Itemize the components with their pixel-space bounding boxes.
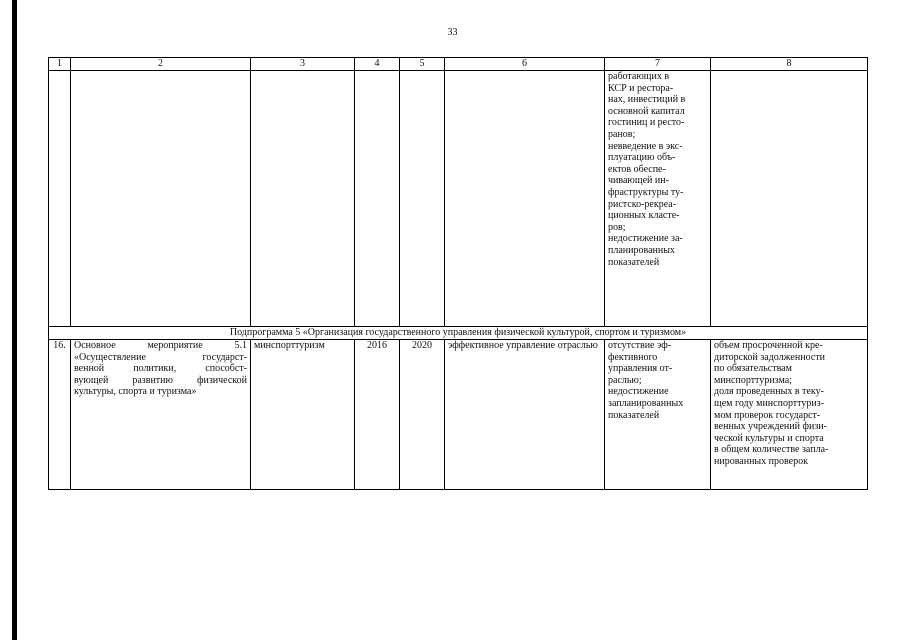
- text-line: ческой культуры и спорта: [714, 432, 824, 444]
- text-line: ранов;: [608, 128, 636, 140]
- subprogram-title: Подпрограмма 5 «Организация государственного управления физической культурой, спортом и туризмом»: [49, 327, 868, 340]
- text-line: отсутствие эф-: [608, 340, 672, 351]
- text-line: минспорттуризма;: [714, 374, 792, 386]
- text-line: недостижение за-: [608, 233, 683, 245]
- executor-cell: минспорттуризм: [251, 340, 355, 490]
- text-line: раслью;: [608, 374, 642, 386]
- text-line: ектов обеспе-: [608, 163, 666, 175]
- text-line: доля проведенных в теку-: [714, 386, 824, 398]
- column-header: 5: [400, 58, 445, 71]
- column-header: 8: [711, 58, 868, 71]
- risk-consequences-cell: [605, 340, 711, 490]
- text-line: КСР и рестора-: [608, 82, 674, 94]
- text-line: в общем количестве запла-: [714, 444, 829, 456]
- text-line: вующей развитию физической: [74, 374, 247, 386]
- text-line: недостижение: [608, 386, 669, 398]
- text-line: запланированных: [608, 397, 684, 409]
- text-line: диторской задолженности: [714, 351, 825, 363]
- column-header: 6: [445, 58, 605, 71]
- table-cell: [49, 71, 71, 327]
- indicators-cell: [711, 340, 868, 490]
- text-line: управления от-: [608, 363, 673, 375]
- start-year-cell: 2016: [355, 340, 400, 490]
- table-cell: [400, 71, 445, 327]
- risk-consequences-cell: [605, 71, 711, 327]
- text-line: культуры, спорта и туризма»: [74, 386, 197, 398]
- text-line: венных учреждений физи-: [714, 421, 827, 433]
- column-header: 2: [71, 58, 251, 71]
- text-line: фективного: [608, 351, 658, 363]
- end-year-cell: 2020: [400, 340, 445, 490]
- text-line: фраструктуры ту-: [608, 186, 684, 198]
- table-cell: [71, 71, 251, 327]
- text-line: ционных класте-: [608, 210, 680, 222]
- text-line: планированных: [608, 244, 675, 256]
- table-header-row: [49, 58, 868, 71]
- subprogram-row: [49, 327, 868, 340]
- text-line: венной политики, способст-: [74, 363, 247, 375]
- expected-result-cell: эффективное управление отраслью: [445, 340, 605, 490]
- text-line: объем просроченной кре-: [714, 340, 823, 351]
- text-line: основной капитал: [608, 105, 685, 117]
- text-line: показателей: [608, 256, 660, 268]
- text-line: «Осуществление государст-: [74, 351, 247, 363]
- column-header: 3: [251, 58, 355, 71]
- text-line: плуатацию объ-: [608, 152, 676, 164]
- continuation-row: [49, 71, 868, 327]
- text-line: гостиниц и ресто-: [608, 117, 685, 129]
- page-number: 33: [447, 27, 458, 38]
- activity-name-cell: [71, 340, 251, 490]
- program-table: [48, 57, 868, 490]
- left-margin-bar: [12, 0, 17, 640]
- table-cell: [355, 71, 400, 327]
- text-line: чивающей ин-: [608, 175, 669, 187]
- table-cell: [251, 71, 355, 327]
- text-line: работающих в: [608, 71, 670, 82]
- text-line: показателей: [608, 409, 660, 421]
- text-line: Основное мероприятие 5.1: [74, 340, 247, 351]
- table-row: [49, 340, 868, 490]
- column-header: 7: [605, 58, 711, 71]
- text-line: по обязательствам: [714, 363, 792, 375]
- table-cell: [711, 71, 868, 327]
- row-number: 16.: [49, 340, 71, 490]
- column-header: 1: [49, 58, 71, 71]
- text-line: мом проверок государст-: [714, 409, 821, 421]
- text-line: ристско-рекреа-: [608, 198, 677, 210]
- text-line: нах, инвестиций в: [608, 94, 686, 106]
- column-header: 4: [355, 58, 400, 71]
- text-line: невведение в экс-: [608, 140, 683, 152]
- text-line: щем году минспорттуриз-: [714, 397, 825, 409]
- table-cell: [445, 71, 605, 327]
- text-line: нированных проверок: [714, 455, 808, 467]
- text-line: ров;: [608, 221, 626, 233]
